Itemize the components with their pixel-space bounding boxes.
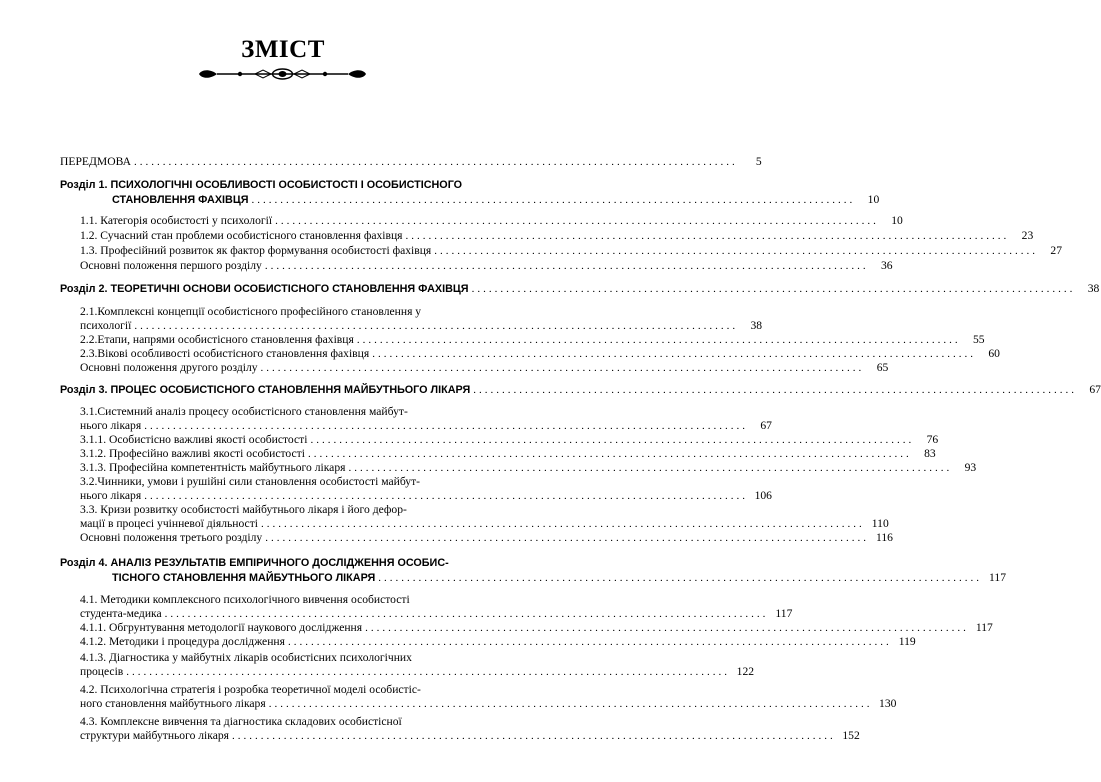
- toc-entry[interactable]: [0, 715, 566, 729]
- toc-entry[interactable]: [0, 244, 1063, 258]
- toc-leader-dots: .........................................................................................................: [133, 156, 738, 168]
- toc-page-number: 93: [964, 461, 977, 474]
- toc-entry-title: 1.2. Сучасний стан проблеми особистісного становлення фахівця: [80, 229, 403, 242]
- toc-entry-title: Основні положення третього розділу: [80, 531, 263, 544]
- toc-section-heading-cont[interactable]: [0, 193, 880, 207]
- toc-entry-title: нього лікаря: [80, 489, 142, 502]
- toc-entry-title-line1: 4.1.3. Діагностика у майбутніх лікарів особистісних психологічних: [80, 651, 412, 664]
- toc-entry-title: 3.1.1. Особистісно важливі якості особистості: [80, 433, 308, 446]
- toc-entry-title: Розділ 2. ТЕОРЕТИЧНІ ОСНОВИ ОСОБИСТІСНОГО СТАНОВЛЕННЯ ФАХІВЦЯ: [60, 283, 469, 295]
- toc-entry[interactable]: [0, 475, 566, 489]
- toc-page-number: 23: [1021, 229, 1034, 242]
- toc-leader-dots: .........................................................................................................: [434, 245, 1039, 257]
- toc-leader-dots: .........................................................................................................: [307, 448, 912, 460]
- toc-leader-dots: .........................................................................................................: [275, 215, 879, 227]
- toc-page-number: 10: [867, 193, 880, 206]
- toc-entry-title: 3.1.3. Професійна компетентність майбутнього лікаря: [80, 461, 346, 474]
- toc-page-number: 152: [842, 729, 860, 742]
- toc-leader-dots: .........................................................................................................: [144, 490, 748, 502]
- toc-leader-dots: .........................................................................................................: [268, 698, 873, 710]
- toc-entry-cont[interactable]: [0, 697, 897, 711]
- toc-entry-cont[interactable]: [0, 517, 889, 531]
- toc-page-number: 116: [876, 531, 893, 544]
- toc-page-number: 67: [1089, 383, 1101, 396]
- toc-page-number: 117: [775, 607, 793, 620]
- toc-entry-cont[interactable]: [0, 419, 772, 433]
- toc-leader-dots: .........................................................................................................: [287, 636, 892, 648]
- toc-entry[interactable]: [0, 229, 1034, 243]
- toc-page-number: 5: [755, 155, 762, 168]
- toc-entry-title: Розділ 3. ПРОЦЕС ОСОБИСТІСНОГО СТАНОВЛЕННЯ МАЙБУТНЬОГО ЛІКАРЯ: [60, 384, 471, 396]
- toc-entry[interactable]: [0, 447, 936, 461]
- toc-leader-dots: .........................................................................................................: [378, 572, 983, 584]
- toc-entry[interactable]: [0, 503, 566, 517]
- toc-leader-dots: .........................................................................................................: [144, 420, 748, 432]
- toc-entry-cont[interactable]: [0, 729, 860, 743]
- toc-entry[interactable]: [0, 683, 566, 697]
- toc-page-number: 60: [988, 347, 1000, 360]
- toc-page-number: 27: [1050, 244, 1063, 257]
- toc-leader-dots: .........................................................................................................: [372, 348, 976, 360]
- toc-entry[interactable]: [0, 405, 566, 419]
- toc-page-number: 55: [972, 333, 985, 346]
- toc-entry[interactable]: [0, 333, 985, 347]
- toc-entry-title: 1.1. Категорія особистості у психології: [80, 214, 273, 227]
- toc-page-number: 67: [760, 419, 772, 432]
- toc-entry[interactable]: [0, 433, 939, 447]
- toc-page-number: 130: [879, 697, 897, 710]
- toc-entry[interactable]: [0, 635, 916, 649]
- toc-page-number: 65: [876, 361, 889, 374]
- toc-entry-title: 2.2.Етапи, напрями особистісного становлення фахівця: [80, 333, 354, 346]
- toc-entry-title: 4.1.1. Обгрунтування методології наукового дослідження: [80, 621, 363, 634]
- toc-entry-title: 2.3.Вікові особливості особистісного становлення фахівця: [80, 347, 370, 360]
- toc-leader-dots: .........................................................................................................: [473, 384, 1077, 396]
- toc-entry-title: ПЕРЕДМОВА: [60, 155, 131, 168]
- toc-entry-cont[interactable]: [0, 489, 772, 503]
- toc-entry-title-line1: 3.2.Чинники, умови і рушійні сили становлення особистості майбут-: [80, 475, 421, 488]
- toc-entry-title: 3.1.2. Професійно важливі якості особистості: [80, 447, 305, 460]
- toc-entry-title-line1: 3.1.Системний аналіз процесу особистісного становлення майбут-: [80, 405, 408, 418]
- title-ornament-icon: [195, 66, 370, 82]
- toc-leader-dots: .........................................................................................................: [261, 518, 865, 530]
- toc-leader-dots: .........................................................................................................: [126, 666, 731, 678]
- toc-page-number: 83: [924, 447, 936, 460]
- toc-entry-title-line1: Розділ 1. ПСИХОЛОГІЧНІ ОСОБЛИВОСТІ ОСОБИСТОСТІ І ОСОБИСТІСНОГО: [60, 179, 463, 191]
- toc-leader-dots: .........................................................................................................: [348, 462, 953, 474]
- toc-entry[interactable]: [0, 531, 893, 545]
- toc-entry[interactable]: [0, 593, 566, 607]
- toc-entry-title-line1: 2.1.Комплексні концепції особистісного професійного становлення у: [80, 305, 422, 318]
- toc-page-number: 76: [926, 433, 939, 446]
- toc-entry-title: структури майбутнього лікаря: [80, 729, 230, 742]
- toc-leader-dots: .........................................................................................................: [356, 334, 961, 346]
- toc-entry[interactable]: [0, 214, 903, 228]
- toc-leader-dots: .........................................................................................................: [264, 260, 869, 272]
- toc-leader-dots: .........................................................................................................: [471, 283, 1076, 295]
- toc-page-number: 106: [754, 489, 772, 502]
- page-title: ЗМІСТ: [241, 36, 325, 63]
- toc-leader-dots: .........................................................................................................: [251, 194, 856, 206]
- toc-entry-title-line1: 4.3. Комплексне вивчення та діагностика складових особистісної: [80, 715, 402, 728]
- toc-entry-title: ТІСНОГО СТАНОВЛЕННЯ МАЙБУТНЬОГО ЛІКАРЯ: [112, 572, 376, 584]
- toc-entry-cont[interactable]: [0, 319, 763, 333]
- toc-entry-title: СТАНОВЛЕННЯ ФАХІВЦЯ: [112, 194, 249, 206]
- toc-entry-title: процесів: [80, 665, 124, 678]
- toc-page-number: 110: [871, 517, 889, 530]
- toc-entry-title-line1: 4.2. Психологічна стратегія і розробка теоретичної моделі особистіс-: [80, 683, 421, 696]
- toc-entry[interactable]: [0, 347, 1000, 361]
- toc-leader-dots: .........................................................................................................: [405, 230, 1010, 242]
- toc-entry[interactable]: [0, 305, 566, 319]
- toc-section-heading[interactable]: [0, 556, 566, 570]
- toc-page-number: 10: [891, 214, 903, 227]
- toc-leader-dots: .........................................................................................................: [265, 532, 869, 544]
- toc-leader-dots: .........................................................................................................: [260, 362, 865, 374]
- toc-entry-cont[interactable]: [0, 665, 755, 679]
- toc-leader-dots: .........................................................................................................: [164, 608, 769, 620]
- toc-entry[interactable]: [0, 259, 893, 273]
- toc-entry-title: мації в процесі учінневої діяльності: [80, 517, 258, 530]
- toc-entry-title: психології: [80, 319, 132, 332]
- toc-leader-dots: .........................................................................................................: [232, 730, 836, 742]
- toc-entry-cont[interactable]: [0, 607, 793, 621]
- toc-entry-title: ного становлення майбутнього лікаря: [80, 697, 266, 710]
- toc-entry[interactable]: [0, 621, 993, 635]
- toc-entry[interactable]: [0, 461, 977, 475]
- toc-page-number: 119: [898, 635, 916, 648]
- toc-page-number: 117: [989, 571, 1007, 584]
- toc-entry-title: 4.1.2. Методики і процедура дослідження: [80, 635, 285, 648]
- toc-entry-title-line1: 4.1. Методики комплексного психологічного вивчення особистості: [80, 593, 410, 606]
- toc-entry-title-line1: 3.3. Кризи розвитку особистості майбутнього лікаря і його дефор-: [80, 503, 407, 516]
- toc-page-number: 36: [880, 259, 893, 272]
- toc-entry[interactable]: [0, 651, 566, 665]
- toc-section-heading[interactable]: [0, 178, 566, 192]
- toc-page-number: 122: [736, 665, 755, 678]
- toc-page-number: 38: [750, 319, 763, 332]
- toc-leader-dots: .........................................................................................................: [310, 434, 915, 446]
- toc-section-heading[interactable]: [0, 383, 1101, 397]
- toc-section-heading[interactable]: [0, 282, 1100, 296]
- toc-entry-title: нього лікаря: [80, 419, 142, 432]
- toc-leader-dots: .........................................................................................................: [134, 320, 739, 332]
- toc-entry[interactable]: [0, 155, 762, 169]
- toc-entry-title: Основні положення другого розділу: [80, 361, 258, 374]
- toc-section-heading-cont[interactable]: [0, 571, 1007, 585]
- toc-entry-title: студента-медика: [80, 607, 162, 620]
- toc-page-number: 38: [1087, 282, 1100, 295]
- toc-entry-title-line1: Розділ 4. АНАЛІЗ РЕЗУЛЬТАТІВ ЕМПІРИЧНОГО ДОСЛІДЖЕННЯ ОСОБИС-: [60, 557, 449, 569]
- toc-page-number: 117: [975, 621, 993, 634]
- toc-entry[interactable]: [0, 361, 889, 375]
- toc-leader-dots: .........................................................................................................: [365, 622, 969, 634]
- toc-entry-title: 1.3. Професійний розвиток як фактор формування особистості фахівця: [80, 244, 432, 257]
- toc-entry-title: Основні положення першого розділу: [80, 259, 262, 272]
